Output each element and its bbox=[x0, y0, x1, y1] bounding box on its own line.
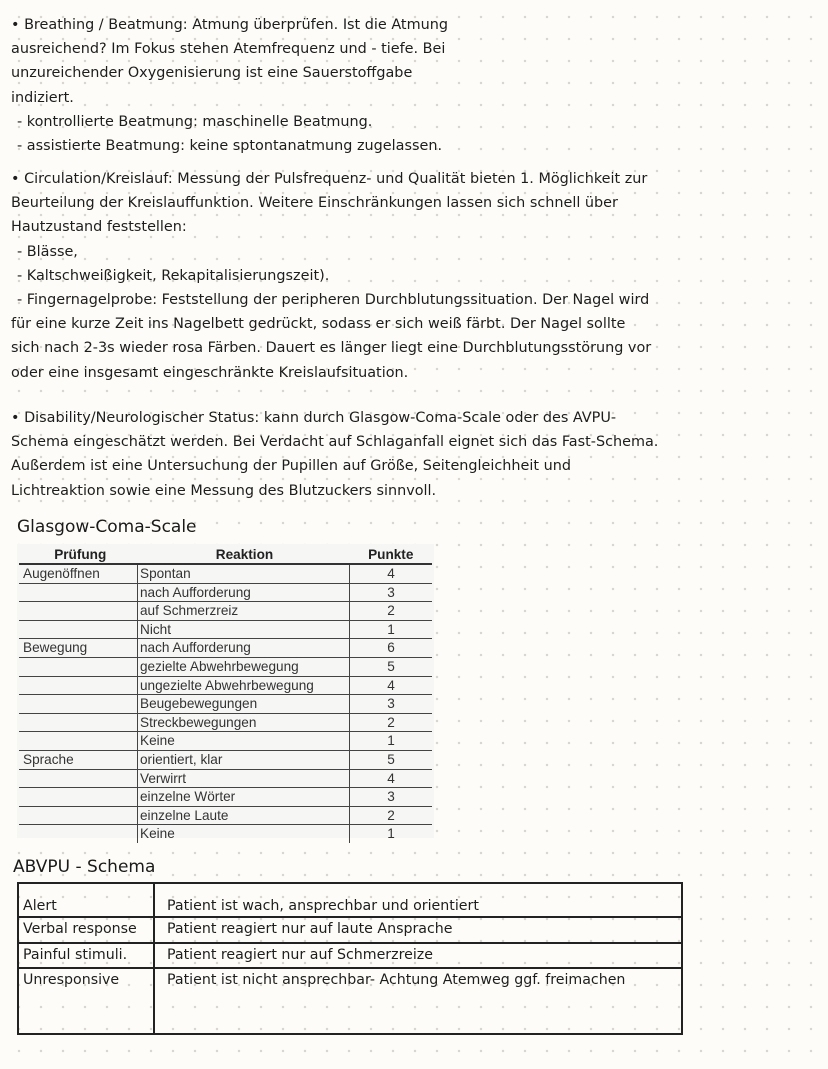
gcs-title: Glasgow-Coma-Scale bbox=[17, 517, 197, 537]
gcs-points: 4 bbox=[350, 769, 433, 788]
avpu-level: Alert bbox=[18, 883, 154, 917]
breathing-line: ausreichend? Im Fokus stehen Atemfrequenz und - tiefe. Bei bbox=[11, 41, 446, 58]
breathing-section bbox=[11, 13, 448, 158]
gcs-header-pruefung: Prüfung bbox=[19, 547, 138, 564]
gcs-header-reaktion: Reaktion bbox=[138, 547, 350, 564]
gcs-header-punkte: Punkte bbox=[350, 547, 433, 564]
gcs-points: 3 bbox=[350, 788, 433, 807]
breathing-line: • Breathing / Beatmung: Atmung überprüfen. Ist die Atmung bbox=[11, 17, 448, 33]
gcs-category bbox=[19, 806, 138, 825]
gcs-row bbox=[19, 732, 432, 751]
avpu-level: Verbal response bbox=[18, 917, 154, 943]
gcs-response: Verwirrt bbox=[138, 769, 350, 788]
disability-line: Schema eingeschätzt werden. Bei Verdacht auf Schlaganfall eignet sich das Fast-Schema. bbox=[11, 434, 659, 451]
gcs-row bbox=[19, 788, 432, 807]
gcs-category bbox=[19, 620, 138, 639]
disability-line: Außerdem ist eine Untersuchung der Pupillen auf Größe, Seitengleichheit und bbox=[11, 458, 571, 475]
disability-line: • Disability/Neurologischer Status: kann durch Glasgow-Coma-Scale oder des AVPU- bbox=[11, 410, 617, 426]
gcs-category: Sprache bbox=[19, 750, 138, 769]
circulation-line: sich nach 2-3s wieder rosa Färben. Dauert es länger liegt eine Durchblutungsstörung vor bbox=[11, 340, 652, 357]
gcs-row bbox=[19, 602, 432, 621]
breathing-list-item: - assistierte Beatmung: keine sptontanatmung zugelassen. bbox=[17, 137, 443, 154]
gcs-points: 3 bbox=[350, 583, 433, 602]
circulation-line: oder eine insgesamt eingeschränkte Kreislaufsituation. bbox=[11, 364, 409, 381]
gcs-category bbox=[19, 676, 138, 695]
circulation-line: Hautzustand feststellen: bbox=[11, 219, 187, 236]
gcs-points: 4 bbox=[350, 676, 433, 695]
gcs-category bbox=[19, 583, 138, 602]
avpu-title: ABVPU - Schema bbox=[13, 857, 156, 877]
gcs-category: Bewegung bbox=[19, 639, 138, 658]
gcs-row bbox=[19, 695, 432, 714]
gcs-row bbox=[19, 769, 432, 788]
avpu-empty-cell bbox=[18, 993, 154, 1034]
gcs-category bbox=[19, 695, 138, 714]
gcs-points: 1 bbox=[350, 620, 433, 639]
disability-section bbox=[11, 406, 658, 503]
breathing-line: indiziert. bbox=[11, 89, 74, 106]
gcs-category bbox=[19, 788, 138, 807]
circulation-line: • Circulation/Kreislauf: Messung der Pulsfrequenz- und Qualität bieten 1. Möglichkeit zur bbox=[11, 171, 648, 187]
gcs-points: 1 bbox=[350, 732, 433, 751]
avpu-row bbox=[18, 943, 682, 969]
gcs-points: 4 bbox=[387, 566, 395, 581]
breathing-line: unzureichender Oxygenisierung ist eine Sauerstoffgabe bbox=[11, 65, 413, 82]
gcs-row bbox=[19, 583, 432, 602]
gcs-response: nach Aufforderung bbox=[138, 639, 350, 658]
avpu-row bbox=[18, 917, 682, 943]
avpu-description: Patient reagiert nur auf laute Ansprache bbox=[154, 917, 682, 943]
gcs-row bbox=[19, 564, 432, 583]
avpu-row bbox=[18, 883, 682, 917]
avpu-level: Painful stimuli. bbox=[18, 943, 154, 969]
gcs-category bbox=[19, 732, 138, 751]
gcs-table-image bbox=[17, 544, 434, 842]
gcs-response: auf Schmerzreiz bbox=[138, 602, 350, 621]
gcs-response: einzelne Wörter bbox=[138, 788, 350, 807]
gcs-points: 1 bbox=[350, 825, 433, 843]
gcs-category bbox=[19, 713, 138, 732]
gcs-response: orientiert, klar bbox=[138, 750, 350, 769]
gcs-response: einzelne Laute bbox=[138, 806, 350, 825]
disability-line: Lichtreaktion sowie eine Messung des Blutzuckers sinnvoll. bbox=[11, 482, 437, 499]
circulation-section bbox=[11, 167, 651, 385]
gcs-category: Augenöffnen bbox=[19, 564, 138, 583]
avpu-description: Patient ist nicht ansprechbar- Achtung Atemweg ggf. freimachen bbox=[154, 968, 682, 993]
gcs-table bbox=[19, 547, 432, 843]
gcs-row bbox=[19, 750, 432, 769]
gcs-response: Beugebewegungen bbox=[138, 695, 350, 714]
gcs-points: 2 bbox=[350, 602, 433, 621]
gcs-points: 6 bbox=[350, 639, 433, 658]
gcs-row bbox=[19, 639, 432, 658]
avpu-level: Unresponsive bbox=[18, 968, 154, 993]
avpu-description: Patient reagiert nur auf Schmerzreize bbox=[154, 943, 682, 969]
avpu-row bbox=[18, 968, 682, 993]
gcs-row bbox=[19, 713, 432, 732]
gcs-points: 2 bbox=[350, 713, 433, 732]
avpu-table bbox=[17, 882, 683, 1035]
gcs-response: Nicht bbox=[138, 620, 350, 639]
gcs-response: Keine bbox=[138, 732, 350, 751]
avpu-empty-cell bbox=[154, 993, 682, 1034]
gcs-category bbox=[19, 657, 138, 676]
avpu-description: Patient ist wach, ansprechbar und orientiert bbox=[154, 883, 682, 917]
gcs-response: ungezielte Abwehrbewegung bbox=[138, 676, 350, 695]
circulation-list-item: - Blässe, bbox=[17, 243, 78, 260]
circulation-line: Beurteilung der Kreislauffunktion. Weitere Einschränkungen lassen sich schnell über bbox=[11, 195, 618, 212]
gcs-category bbox=[19, 825, 138, 843]
avpu-empty-row bbox=[18, 993, 682, 1034]
circulation-list-item: - Fingernagelprobe: Feststellung der peripheren Durchblutungssituation. Der Nagel wird bbox=[17, 291, 650, 308]
gcs-points: 5 bbox=[350, 657, 433, 676]
gcs-response: Keine bbox=[138, 825, 350, 843]
gcs-response: gezielte Abwehrbewegung bbox=[138, 657, 350, 676]
circulation-line: für eine kurze Zeit ins Nagelbett gedrückt, sodass er sich weiß färbt. Der Nagel sollte bbox=[11, 316, 626, 333]
gcs-points: 5 bbox=[350, 750, 433, 769]
gcs-category bbox=[19, 602, 138, 621]
gcs-category bbox=[19, 769, 138, 788]
gcs-row bbox=[19, 825, 432, 843]
circulation-list-item: - Kaltschweißigkeit, Rekapitalisierungszeit). bbox=[17, 267, 330, 284]
gcs-row bbox=[19, 806, 432, 825]
breathing-list-item: - kontrollierte Beatmung: maschinelle Beatmung. bbox=[17, 113, 373, 130]
gcs-response: nach Aufforderung bbox=[138, 583, 350, 602]
gcs-response: Spontan bbox=[138, 564, 350, 583]
gcs-points: 2 bbox=[350, 806, 433, 825]
gcs-row bbox=[19, 657, 432, 676]
gcs-points: 3 bbox=[350, 695, 433, 714]
gcs-row bbox=[19, 620, 432, 639]
gcs-row bbox=[19, 676, 432, 695]
gcs-response: Streckbewegungen bbox=[138, 713, 350, 732]
